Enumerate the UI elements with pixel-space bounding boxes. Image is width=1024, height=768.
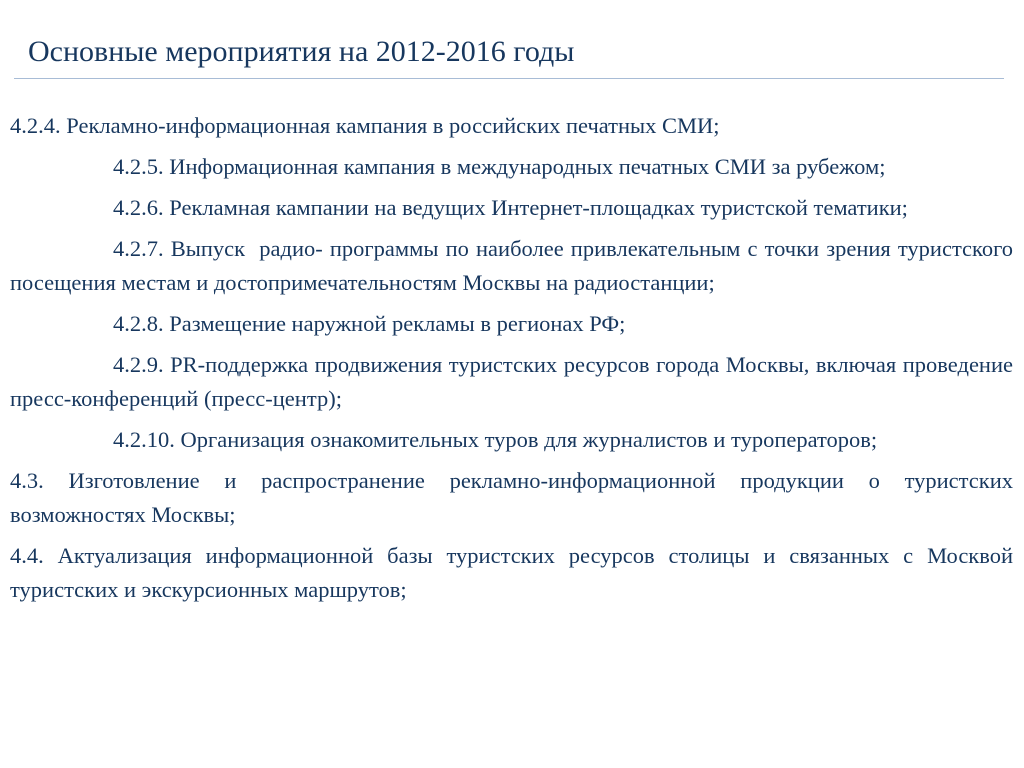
list-item-4-2-7: 4.2.7. Выпуск радио- программы по наиболее привлекательным с точки зрения туристского посещения местам и достопримечательностям Москвы на радиостанции; [10,236,1019,295]
list-item-4-2-10: 4.2.10. Организация ознакомительных туров для журналистов и туроператоров; [113,427,878,452]
list-item-4-2-8: 4.2.8. Размещение наружной рекламы в регионах РФ; [113,311,626,336]
list-item-4-2-6: 4.2.6. Рекламная кампании на ведущих Интернет-площадках туристской тематики; [113,195,908,220]
measures-list [10,109,1019,614]
title-divider [14,78,1004,79]
list-item-4-4: 4.4. Актуализация информационной базы туристских ресурсов столицы и связанных с Москвой туристских и экскурсионных маршрутов; [10,543,1013,602]
list-item-4-2-5: 4.2.5. Информационная кампания в международных печатных СМИ за рубежом; [113,154,886,179]
list-item-4-3: 4.3. Изготовление и распространение рекламно-информационной продукции о туристских возможностях Москвы; [10,468,1013,527]
list-item-4-2-4: 4.2.4. Рекламно-информационная кампания в российских печатных СМИ; [10,113,720,138]
list-item-4-2-9: 4.2.9. PR-поддержка продвижения туристских ресурсов города Москвы, включая проведение пресс-конференций (пресс-центр); [10,352,1013,411]
slide-title: Основные мероприятия на 2012-2016 годы [28,35,575,68]
